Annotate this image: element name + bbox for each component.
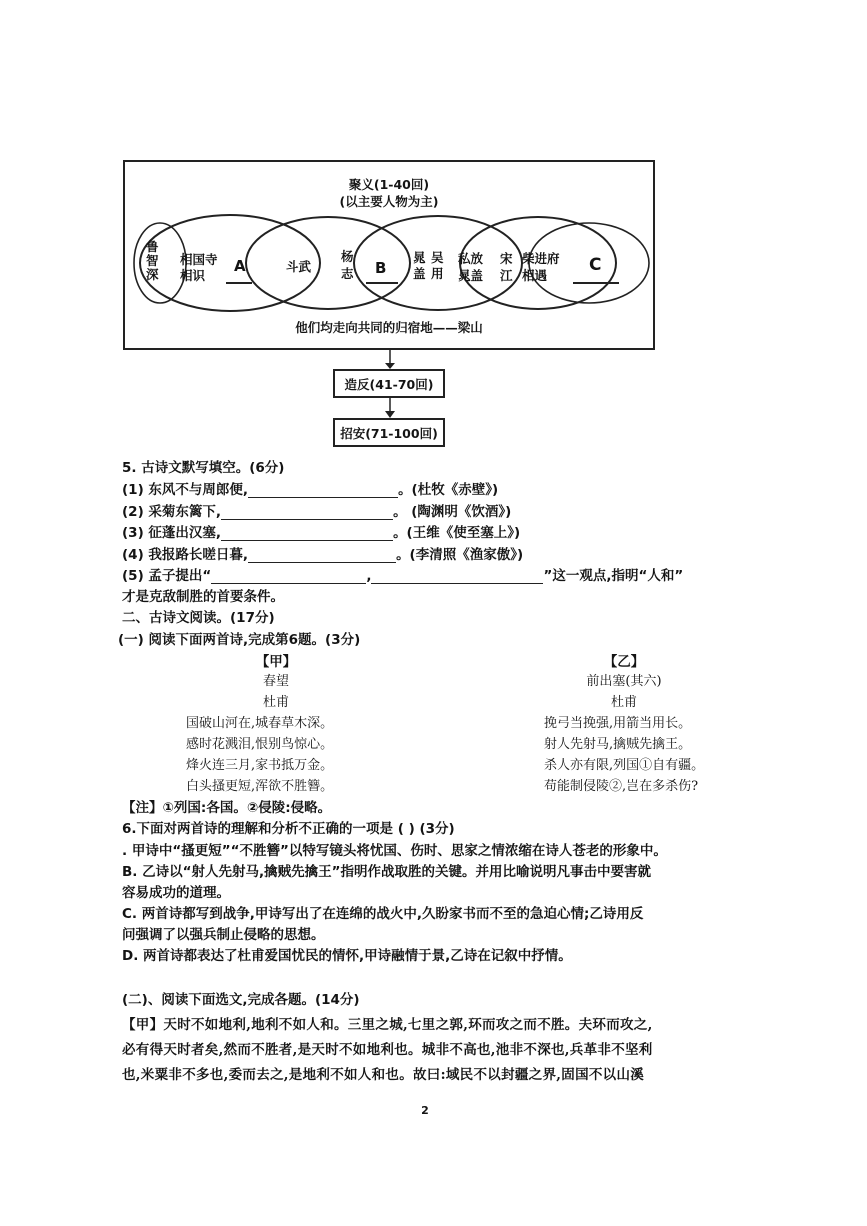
q6-option-b[interactable]: B. 乙诗以“射人先射马,擒贼先擒王”指明作战取胜的关键。并用比喻说明凡事击中要害就 (122, 864, 651, 880)
poem-yi-line: 射人先射马,擒贼先擒王。 (544, 737, 692, 752)
q5-line-5-cont: 才是克敌制胜的首要条件。 (122, 589, 284, 605)
ellipse-label-xiangguosi: 相国寺相识 (180, 252, 218, 283)
q6-option-c-cont: 问强调了以强兵制止侵略的思想。 (122, 927, 325, 943)
section2-sub2: (二)、阅读下面选文,完成各题。(14分) (122, 992, 360, 1008)
ellipse-label-lu-zhishen: 鲁智深 (146, 239, 159, 282)
q5-heading: 5. 古诗文默写填空。(6分) (122, 460, 285, 476)
q5-blank-3[interactable] (221, 540, 393, 541)
poem-yi-author: 杜甫 (610, 695, 637, 710)
blank-a-letter: A (234, 257, 246, 275)
section2-heading: 二、古诗文阅读。(17分) (122, 610, 275, 626)
diagram-title: 聚义(1-40回) (348, 177, 430, 192)
diagram-subtitle: (以主要人物为主) (339, 194, 439, 209)
passage-line: 也,米粟非不多也,委而去之,是地利不如人和也。故曰:域民不以封疆之界,固国不以山溪 (122, 1067, 645, 1083)
poem-jia-line: 感时花溅泪,恨别鸟惊心。 (186, 737, 334, 752)
blank-c-letter: C (589, 255, 602, 275)
poem-yi-title: 前出塞(其六) (586, 674, 662, 689)
poem-jia-line: 国破山河在,城春草木深。 (186, 716, 334, 731)
ellipse-label-yang-zhi: 杨志 (341, 249, 354, 281)
poem-yi-line: 挽弓当挽强,用箭当用长。 (544, 716, 692, 731)
ellipse-label-sifang: 私放晁盖 (458, 251, 484, 283)
q6-option-d[interactable]: D. 两首诗都表达了杜甫爱国忧民的情怀,甲诗融情于景,乙诗在记叙中抒情。 (122, 948, 572, 964)
poem-yi-line: 苟能制侵陵②,岂在多杀伤? (544, 779, 699, 794)
poem-jia-line: 烽火连三月,家书抵万金。 (186, 758, 334, 773)
passage-line: 【甲】天时不如地利,地利不如人和。三里之城,七里之郭,环而攻之而不胜。夫环而攻之, (122, 1017, 653, 1033)
poem-jia-tag: 【甲】 (255, 654, 297, 670)
ellipse-label-chaijin: 柴进府相遇 (522, 251, 560, 283)
ellipse-label-song-jiang: 宋江 (500, 251, 513, 283)
q6-stem: 6.下面对两首诗的理解和分析不正确的一项是 ( ) (3分) (122, 821, 455, 837)
q6-option-b-cont: 容易成功的道理。 (122, 885, 230, 901)
page-number: 2 (421, 1104, 429, 1117)
section2-sub1: (一) 阅读下面两首诗,完成第6题。(3分) (118, 632, 361, 648)
q5-blank-5b[interactable] (371, 583, 543, 584)
q5-blank-2[interactable] (221, 519, 393, 520)
flow-box-amnesty: 招安(71-100回) (333, 418, 445, 447)
q5-line-2: (2) 采菊东篱下, 。 (陶渊明《饮酒》) (122, 504, 512, 520)
q5-blank-1[interactable] (248, 497, 398, 498)
q5-line-1: (1) 东风不与周郎便, 。(杜牧《赤壁》) (122, 482, 499, 498)
flow-box-rebellion: 造反(41-70回) (333, 369, 445, 398)
ellipse-small-1 (134, 223, 186, 303)
blank-c-line (573, 282, 619, 284)
blank-a-line (226, 282, 252, 284)
q6-option-c[interactable]: C. 两首诗都写到战争,甲诗写出了在连绵的战火中,久盼家书而不至的急迫心情;乙诗用反 (122, 906, 644, 922)
poem-jia-line: 白头搔更短,浑欲不胜簪。 (186, 779, 334, 794)
poem-yi-line: 杀人亦有限,列国①自有疆。 (544, 758, 705, 773)
diagram-bottom-text: 他们均走向共同的归宿地——梁山 (295, 320, 483, 335)
blank-b-line (366, 282, 398, 284)
q5-line-3: (3) 征蓬出汉塞, 。(王维《使至塞上》) (122, 525, 521, 541)
q5-line-5: (5) 孟子提出“ , ”这一观点,指明“人和” (122, 568, 684, 584)
ellipse-label-douwu: 斗武 (286, 259, 312, 274)
q6-option-a[interactable]: . 甲诗中“搔更短”“不胜簪”以特写镜头将忧国、伤时、思家之情浓缩在诗人苍老的形象中。 (122, 843, 667, 859)
poem-note: 【注】①列国:各国。②侵陵:侵略。 (122, 800, 332, 816)
q5-blank-5a[interactable] (211, 583, 366, 584)
passage-line: 必有得天时者矣,然而不胜者,是天时不如地利也。城非不高也,池非不深也,兵革非不坚利 (122, 1042, 653, 1058)
q5-line-4: (4) 我报路长嗟日暮, 。(李清照《渔家傲》) (122, 547, 524, 563)
poem-jia-title: 春望 (262, 674, 289, 689)
blank-b-letter: B (375, 259, 387, 277)
q5-blank-4[interactable] (248, 562, 396, 563)
poem-jia-author: 杜甫 (262, 695, 289, 710)
ellipse-label-chao-gai: 晁盖 (413, 250, 426, 281)
poem-yi-tag: 【乙】 (603, 654, 645, 670)
ellipse-label-wu-yong: 吴用 (431, 250, 444, 281)
